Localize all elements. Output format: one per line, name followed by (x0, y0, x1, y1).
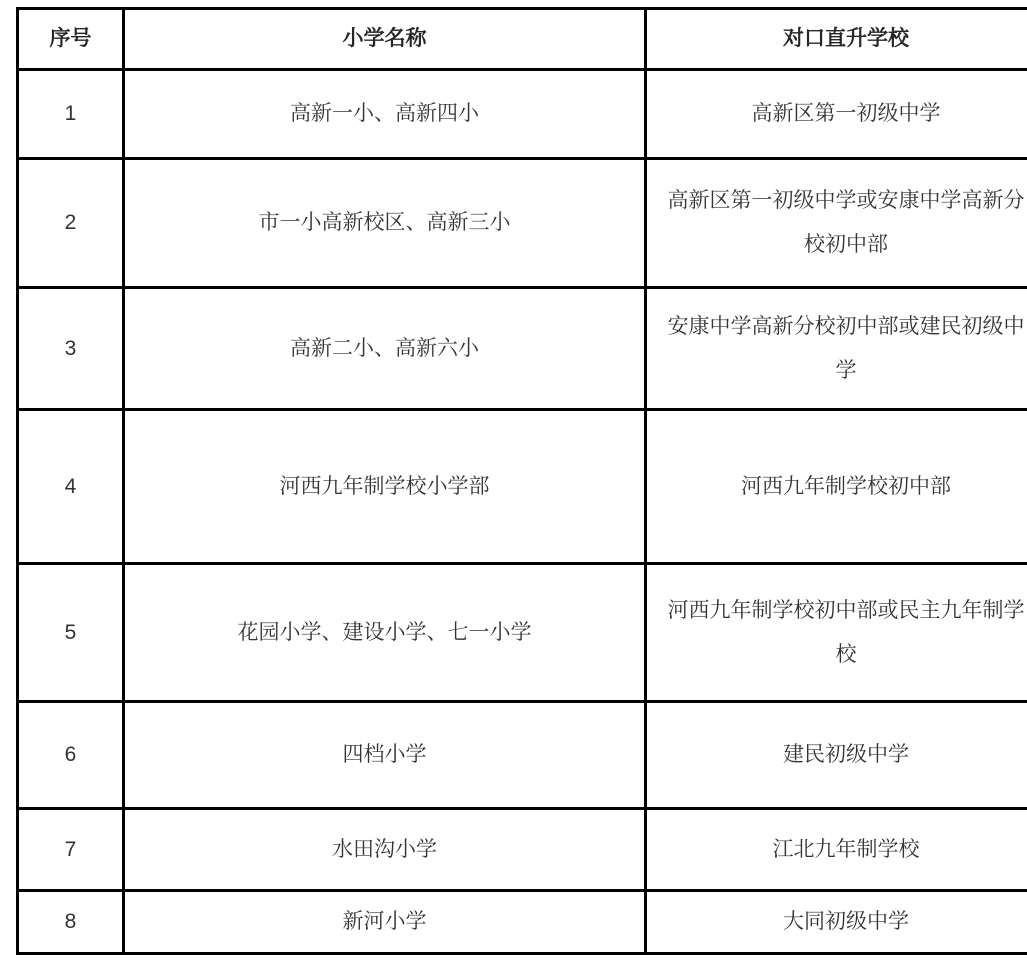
row-number-cell: 5 (18, 564, 124, 702)
table-body (18, 70, 1027, 954)
promotion-mapping-table (16, 7, 1027, 955)
target-school-cell: 河西九年制学校初中部 (646, 410, 1027, 564)
header-cell-primary-school: 小学名称 (124, 9, 646, 70)
header-cell-no: 序号 (18, 9, 124, 70)
row-number-cell: 7 (18, 809, 124, 891)
row-number-cell: 1 (18, 70, 124, 159)
header-cell-target-school: 对口直升学校 (646, 9, 1027, 70)
table-row (18, 891, 1027, 954)
primary-school-cell: 市一小高新校区、高新三小 (124, 159, 646, 288)
primary-school-cell: 水田沟小学 (124, 809, 646, 891)
row-number-cell: 4 (18, 410, 124, 564)
table-row (18, 70, 1027, 159)
table-row (18, 564, 1027, 702)
table-row (18, 159, 1027, 288)
table-row (18, 809, 1027, 891)
row-number-cell: 2 (18, 159, 124, 288)
primary-school-cell: 河西九年制学校小学部 (124, 410, 646, 564)
target-school-cell: 高新区第一初级中学或安康中学高新分校初中部 (646, 159, 1027, 288)
primary-school-cell: 高新一小、高新四小 (124, 70, 646, 159)
row-number-cell: 6 (18, 702, 124, 809)
target-school-cell: 河西九年制学校初中部或民主九年制学校 (646, 564, 1027, 702)
primary-school-cell: 高新二小、高新六小 (124, 288, 646, 410)
target-school-cell: 高新区第一初级中学 (646, 70, 1027, 159)
table-row (18, 410, 1027, 564)
table-row (18, 288, 1027, 410)
row-number-cell: 8 (18, 891, 124, 954)
table-header-row (18, 9, 1027, 70)
target-school-cell: 安康中学高新分校初中部或建民初级中学 (646, 288, 1027, 410)
primary-school-cell: 四档小学 (124, 702, 646, 809)
target-school-cell: 建民初级中学 (646, 702, 1027, 809)
target-school-cell: 江北九年制学校 (646, 809, 1027, 891)
table-row (18, 702, 1027, 809)
row-number-cell: 3 (18, 288, 124, 410)
primary-school-cell: 新河小学 (124, 891, 646, 954)
target-school-cell: 大同初级中学 (646, 891, 1027, 954)
primary-school-cell: 花园小学、建设小学、七一小学 (124, 564, 646, 702)
